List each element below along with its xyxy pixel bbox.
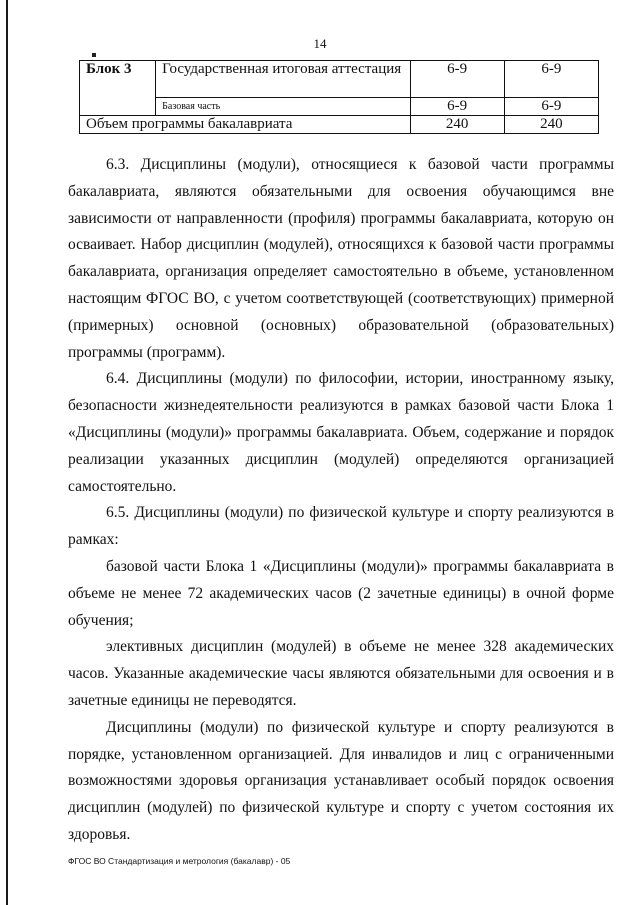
scan-mark bbox=[92, 53, 96, 57]
table-row-block-3 bbox=[80, 61, 599, 98]
paragraph-6-4: 6.4. Дисциплины (модули) по философии, истории, иностранному языку, безопасности жизнедеятельности реализуются в рамках базовой части Блока 1 «Дисциплины (модули)» программы бакалавриата. Объем, содержание и порядок реализации указанных дисциплин (модулей) определяются организацией самостоятельно. bbox=[68, 370, 614, 495]
footer-standard-name: ФГОС ВО Стандартизация и метрология (бакалавр) - 05 bbox=[68, 856, 291, 866]
base-part-cell: Базовая часть bbox=[156, 98, 410, 116]
base-value-2-cell: 6-9 bbox=[504, 98, 598, 116]
table-row-total bbox=[80, 116, 599, 134]
base-value-1-cell: 6-9 bbox=[410, 98, 504, 116]
paragraph-base-part: базовой части Блока 1 «Дисциплины (модули)» программы бакалавриата в объеме не менее 72 академических часов (2 зачетные единицы) в очной форме обучения; bbox=[68, 557, 614, 629]
body-text bbox=[68, 152, 614, 849]
paragraph-6-3: 6.3. Дисциплины (модули), относящиеся к базовой части программы бакалавриата, являются обязательными для освоения обучающимся вне зависимости от направленности (профиля) программы бакалавриата, которую он осваивает. Набор дисциплин (модулей), относящихся к базовой части программы бакалавриата, организация определяет самостоятельно в объеме, установленном настоящим ФГОС ВО, с учетом соответствующей (соответствующих) примерной (примерных) основной (основных) образовательной (образовательных) программы (программ). bbox=[68, 156, 614, 361]
scan-left-edge bbox=[6, 0, 8, 905]
total-label-cell: Объем программы бакалавриата bbox=[80, 116, 411, 134]
paragraph-6-5: 6.5. Дисциплины (модули) по физической культуре и спорту реализуются в рамках: bbox=[68, 504, 614, 549]
block-value-1-cell: 6-9 bbox=[410, 61, 504, 98]
total-value-1-cell: 240 bbox=[410, 116, 504, 134]
paragraph-disabled-students: Дисциплины (модули) по физической культуре и спорту реализуются в порядке, установленном организацией. Для инвалидов и лиц с ограниченными возможностями здоровья организация устанавливает особый порядок освоения дисциплин (модулей) по физической культуре и спорту с учетом состояния их здоровья. bbox=[68, 718, 614, 843]
total-value-2-cell: 240 bbox=[504, 116, 598, 134]
block-title-cell: Государственная итоговая аттестация bbox=[156, 61, 410, 98]
block-value-2-cell: 6-9 bbox=[504, 61, 598, 98]
curriculum-table bbox=[79, 60, 599, 134]
table-row-base-part bbox=[80, 98, 599, 116]
page-number: 14 bbox=[313, 36, 327, 51]
paragraph-elective: элективных дисциплин (модулей) в объеме не менее 328 академических часов. Указанные академические часы являются обязательными для освоения и в зачетные единицы не переводятся. bbox=[68, 638, 614, 709]
block-name-cell: Блок 3 bbox=[80, 61, 156, 116]
